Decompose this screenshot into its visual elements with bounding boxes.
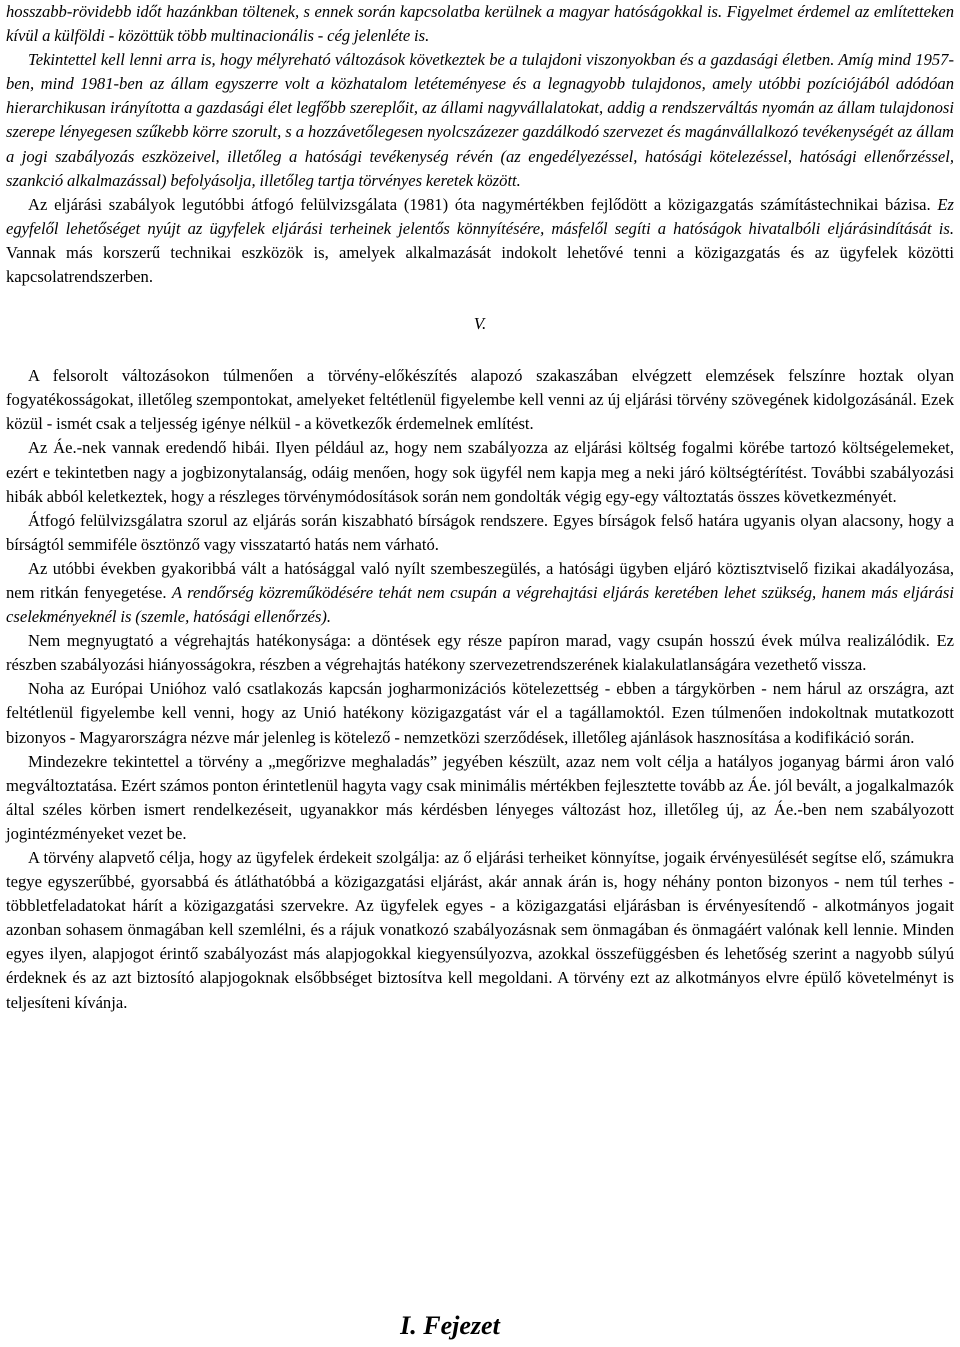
paragraph-text: A rendőrség közreműködésére tehát nem csupán a végrehajtási eljárás keretében lehet szükség, hanem más eljárási cselekményeknél is (szemle, hatósági ellenőrzés). <box>6 582 955 627</box>
paragraph <box>6 48 954 193</box>
chapter-heading: I. Fejezet <box>400 1311 500 1340</box>
paragraph <box>6 509 954 557</box>
paragraph-text: hosszabb-rövidebb időt hazánkban töltenek, s ennek során kapcsolatba kerülnek a magyar hatóságokkal is. Figyelmet érdemel az említetteken kívül a külföldi - közöttük több multinacionális - cég jelenléte is. <box>6 2 954 46</box>
paragraph-text: Nem megnyugtató a végrehajtás hatékonysága: a döntések egy része papíron marad, vagy csupán hosszú évek múlva realizálódik. <box>28 631 937 651</box>
paragraph-text: Az eljárási szabályok legutóbbi átfogó felülvizsgálata (1981) óta nagymértékben fejlődött a közigazgatás számítástechnikai bázisa. <box>28 194 938 214</box>
paragraph-text: Mindezekre tekintettel a törvény a „megőrizve meghaladás” jegyében készült, azaz nem volt célja a hatályos joganyag bármi áron való megváltoztatása. <box>6 751 954 795</box>
paragraph-text: A törvény alapvető célja, hogy az ügyfelek érdekeit szolgálja: az ő eljárási terheiket könnyítse, jogaik érvényesülését segítse elő, számukra tegye egyszerűbbé, gyorsabbá és átláthatóbbá a közigazgatási eljárást, akár annak árán is, hogy néhány ponton bizonyos - nem túl terhes - többletfeladatokat hárít a közigazgatási szervekre. <box>6 848 954 916</box>
paragraph-text: Ezért számos ponton érintetlenül hagyta vagy csak minimális mértékben fejlesztette tovább az Áe. jól bevált, a jogalkalmazók által széles körben ismert rendelkezéseit, ugyanakkor más kérdésben lényeges változást hoz, illetőleg új, az Áe.-ben nem szabályozott jogintézményeket vezet be. <box>6 775 954 843</box>
paragraph-text: Az Áe.-nek vannak eredendő hibái. <box>28 438 276 458</box>
paragraph <box>6 846 954 1015</box>
paragraph-text: Tekintettel kell lenni arra is, hogy mélyreható változások következtek be a tulajdoni viszonyokban és a gazdasági életben. <box>28 50 839 70</box>
paragraph-text: Az utóbbi években gyakoribbá vált a hatósággal való nyílt szembeszegülés, a hatósági ügyben eljáró köztisztviselő fizikai akadályozása, nem ritkán fenyegetése. <box>6 558 954 602</box>
paragraph-text: Az ügyfelek egyes - a közigazgatási eljárásban is érvényesítendő - alkotmányos jogait azonban sohasem önmagában kell szemlélni, és a rájuk vonatkozó szabályozásnak sem önmagában és önmagáért valónak kell lennie. <box>6 896 954 940</box>
paragraph-text: Amíg mind 1957-ben, mind 1981-ben az állam egyszerre volt a közhatalom letéteményese és a legnagyobb tulajdonos, amely utóbbi pozíciójából adódóan hierarchikusan irányította a gazdasági élet legfőbb szereplőit, az állami nagyvállalatokat, addig a rendszerváltás nyomán az állam tulajdonosi szerepe lényegesen szűkebb körre szorult, s a hozzávetőlegesen nyolcszázezer gazdálkodó szervezet és magánvállalkozó tevékenységét az állam a jogi szabályozás eszközeivel, illetőleg a hatósági tevékenység révén (az engedélyezéssel, hatósági kötelezéssel, hatósági ellenőrzéssel, szankció alkalmazással) befolyásolja, illetőleg tartja törvényes keretek között. <box>6 50 955 190</box>
paragraph-text: További szabályozási hibák abból keletkeztek, hogy a részleges törvénymódosítások során nem gondolták végig egy-egy változtatás összes következményét. <box>6 462 954 506</box>
paragraph <box>6 193 954 289</box>
paragraph <box>6 436 954 508</box>
paragraph-text: A törvény ezt az alkotmányos elvre épülő követelményt is teljesíteni kívánja. <box>6 968 954 1012</box>
paragraph <box>6 364 954 436</box>
paragraph <box>6 629 954 677</box>
paragraph <box>6 750 954 846</box>
paragraph <box>6 0 954 48</box>
paragraph <box>6 677 954 749</box>
paragraph-text: Ezek közül - ismét csak a teljesség igénye nélkül - a következők érdemelnek említést. <box>6 390 954 434</box>
paragraph-text: Noha az Európai Unióhoz való csatlakozás kapcsán jogharmonizációs kötelezettség - ebben a tárgykörben - nem hárul az országra, azt feltétlenül figyelembe kell venni, hogy az Unió hatékony közigazgatást vár el a tagállamoktól. <box>6 679 954 723</box>
paragraph <box>6 557 954 629</box>
document-page <box>6 0 954 1015</box>
paragraph-text: A felsorolt változásokon túlmenően a törvény-előkészítés alapozó szakaszában elvégzett elemzések felszínre hoztak olyan fogyatékosságokat, illetőleg szempontokat, amelyeket feltétlenül figyelembe kell venni az új eljárási törvény szövegének kidolgozásánál. <box>6 366 954 410</box>
paragraph-text: Minden egyes ilyen, alapjogot érintő szabályozást más alapjogokkal kiegyensúlyozva, azokkal összefüggésben és lehetőség szerint a nagyobb súlyú érdeknek és az azt biztosító alapjogoknak elsőbbséget biztosítva kell megoldani. <box>6 920 954 988</box>
section-heading: V. <box>473 314 487 334</box>
paragraph-text: Vannak más korszerű technikai eszközök is, amelyek alkalmazását indokolt lehetővé tenni a közigazgatás és az ügyfelek közötti kapcsolatrendszerben. <box>6 242 954 287</box>
paragraph-text: Egyes bírságok felső határa ugyanis olyan alacsony, hogy a bírságtól semmiféle ösztönző vagy visszatartó hatás nem várható. <box>6 510 954 554</box>
paragraph-text: Ilyen például az, hogy nem szabályozza az eljárási költség fogalmi körébe tartozó költségelemeket, ezért e tekintetben nagy a jogbizonytalanság, odáig menően, hogy sok ügyfél nem kapja meg a neki járó költségtérítést. <box>6 438 954 482</box>
paragraph-text: Ez részben szabályozási hiányosságokra, részben a végrehajtás hatékony szervezetrendszerének kialakulatlanságára vezethető vissza. <box>6 631 954 675</box>
paragraph-text: Ez egyfelől lehetőséget nyújt az ügyfelek eljárási terheinek jelentős könnyítésére, másfelől segíti a hatóságok hivatalbóli eljárásindítását is. <box>6 194 954 238</box>
paragraph-text: Ezen túlmenően indokoltnak mutatkozott bizonyos - Magyarországra nézve már jelenleg is kötelező - nemzetközi szerződések, illetőleg ajánlások hasznosítása a kodifikáció során. <box>6 703 955 747</box>
paragraph-text: Átfogó felülvizsgálatra szorul az eljárás során kiszabható bírságok rendszere. <box>28 510 554 530</box>
